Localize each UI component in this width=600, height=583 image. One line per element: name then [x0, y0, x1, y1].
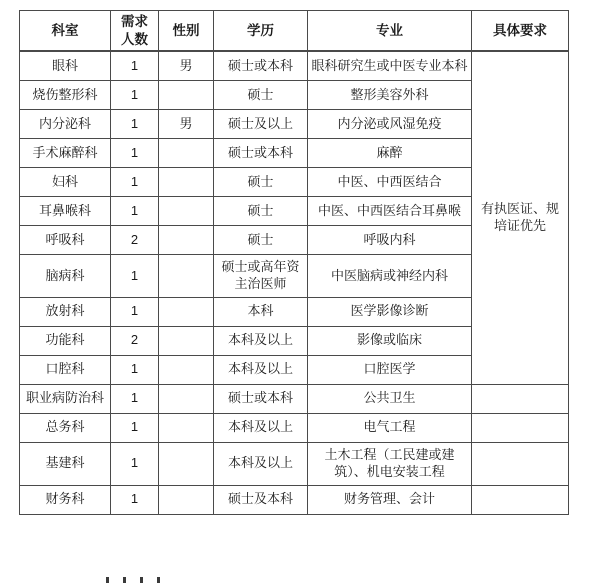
cell-degree: 硕士及以上 — [214, 110, 308, 139]
cell-gender — [159, 255, 214, 298]
cell-degree: 本科及以上 — [214, 442, 308, 485]
cell-department: 内分泌科 — [20, 110, 111, 139]
cell-count: 1 — [111, 81, 159, 110]
cell-count: 1 — [111, 110, 159, 139]
header-major: 专业 — [308, 11, 472, 52]
cell-major: 眼科研究生或中医专业本科 — [308, 51, 472, 81]
cell-department: 口腔科 — [20, 355, 111, 384]
cell-count: 1 — [111, 384, 159, 413]
header-count: 需求 人数 — [111, 11, 159, 52]
cell-gender — [159, 197, 214, 226]
cell-count: 2 — [111, 326, 159, 355]
cell-degree: 本科 — [214, 297, 308, 326]
cell-degree: 硕士或高年资主治医师 — [214, 255, 308, 298]
table-row — [20, 384, 569, 413]
cell-department: 妇科 — [20, 168, 111, 197]
cell-gender — [159, 442, 214, 485]
cell-degree: 本科及以上 — [214, 355, 308, 384]
cell-department: 眼科 — [20, 51, 111, 81]
header-gender: 性别 — [159, 11, 214, 52]
table-row — [20, 442, 569, 485]
header-row — [20, 11, 569, 52]
cell-major: 电气工程 — [308, 413, 472, 442]
cell-department: 财务科 — [20, 485, 111, 514]
cell-degree: 硕士 — [214, 226, 308, 255]
table-header — [20, 11, 569, 52]
cell-count: 1 — [111, 442, 159, 485]
cell-major: 中医、中西医结合耳鼻喉 — [308, 197, 472, 226]
cell-count: 1 — [111, 139, 159, 168]
table-row — [20, 485, 569, 514]
cell-major: 中医脑病或神经内科 — [308, 255, 472, 298]
cell-count: 1 — [111, 197, 159, 226]
cell-degree: 本科及以上 — [214, 326, 308, 355]
header-requirement: 具体要求 — [472, 11, 569, 52]
cell-gender — [159, 355, 214, 384]
cell-count: 2 — [111, 226, 159, 255]
cell-gender — [159, 326, 214, 355]
cell-gender — [159, 226, 214, 255]
cell-requirement-merged: 有执医证、规培证优先 — [472, 51, 569, 384]
cell-degree: 硕士及本科 — [214, 485, 308, 514]
cell-count: 1 — [111, 485, 159, 514]
recruitment-table — [19, 10, 569, 515]
cell-count: 1 — [111, 413, 159, 442]
cell-major: 中医、中西医结合 — [308, 168, 472, 197]
cell-department: 放射科 — [20, 297, 111, 326]
cell-count: 1 — [111, 168, 159, 197]
cell-department: 总务科 — [20, 413, 111, 442]
cell-degree: 硕士或本科 — [214, 139, 308, 168]
cell-major: 医学影像诊断 — [308, 297, 472, 326]
cell-department: 呼吸科 — [20, 226, 111, 255]
cell-gender — [159, 384, 214, 413]
cell-requirement-empty — [472, 384, 569, 413]
cell-department: 基建科 — [20, 442, 111, 485]
cell-major: 口腔医学 — [308, 355, 472, 384]
cell-count: 1 — [111, 355, 159, 384]
cell-degree: 硕士 — [214, 168, 308, 197]
header-degree: 学历 — [214, 11, 308, 52]
cell-major: 影像或临床 — [308, 326, 472, 355]
cutoff-text-fragment — [106, 577, 196, 583]
cell-count: 1 — [111, 255, 159, 298]
cell-requirement-empty — [472, 485, 569, 514]
cell-gender — [159, 413, 214, 442]
cell-department: 耳鼻喉科 — [20, 197, 111, 226]
cell-gender — [159, 168, 214, 197]
cell-degree: 硕士 — [214, 197, 308, 226]
cell-department: 烧伤整形科 — [20, 81, 111, 110]
cell-gender — [159, 81, 214, 110]
cell-gender — [159, 139, 214, 168]
cell-gender: 男 — [159, 51, 214, 81]
cell-department: 职业病防治科 — [20, 384, 111, 413]
cell-degree: 本科及以上 — [214, 413, 308, 442]
cell-degree: 硕士或本科 — [214, 384, 308, 413]
cell-major: 财务管理、会计 — [308, 485, 472, 514]
cell-count: 1 — [111, 297, 159, 326]
cell-count: 1 — [111, 51, 159, 81]
cell-degree: 硕士 — [214, 81, 308, 110]
cell-major: 呼吸内科 — [308, 226, 472, 255]
header-department: 科室 — [20, 11, 111, 52]
cell-department: 脑病科 — [20, 255, 111, 298]
cell-requirement-empty — [472, 442, 569, 485]
cell-major: 内分泌或风湿免疫 — [308, 110, 472, 139]
table-body — [20, 51, 569, 514]
cell-major: 麻醉 — [308, 139, 472, 168]
cell-gender: 男 — [159, 110, 214, 139]
cell-major: 公共卫生 — [308, 384, 472, 413]
cell-degree: 硕士或本科 — [214, 51, 308, 81]
cell-major: 整形美容外科 — [308, 81, 472, 110]
cell-gender — [159, 297, 214, 326]
table-row — [20, 51, 569, 81]
cell-major: 土木工程（工民建或建筑）、机电安装工程 — [308, 442, 472, 485]
cell-department: 手术麻醉科 — [20, 139, 111, 168]
cell-requirement-empty — [472, 413, 569, 442]
cell-department: 功能科 — [20, 326, 111, 355]
cell-gender — [159, 485, 214, 514]
table-row — [20, 413, 569, 442]
